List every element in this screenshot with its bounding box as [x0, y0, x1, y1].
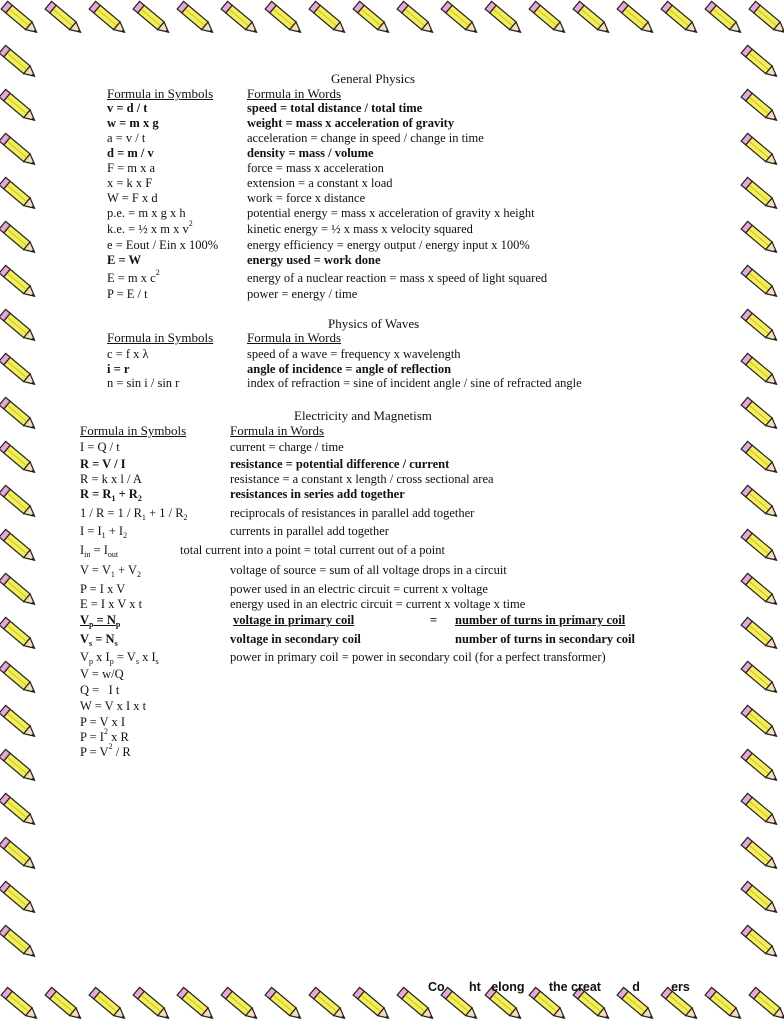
copyright-footer: Co ht elong the creat d ers: [428, 980, 690, 994]
formula-symbol: w = m x g: [107, 116, 159, 130]
section-title-waves: Physics of Waves: [328, 316, 420, 331]
header-formula-words: Formula in Words: [230, 423, 325, 438]
formula-words: power in primary coil = power in secondary coil (for a perfect transformer): [230, 650, 606, 664]
formula-symbol: $V_p$ x $I_p = V_s$ x $I_s$: [80, 650, 159, 666]
formula-words: force = mass x acceleration: [247, 161, 384, 175]
formula-symbol: R = V / I: [80, 457, 126, 471]
formula-symbol: W = V x I x t: [80, 699, 147, 713]
section-title-general-physics: General Physics: [331, 71, 416, 86]
formula-symbol: p.e. = m x g x h: [107, 206, 186, 220]
header-formula-words: Formula in Words: [247, 86, 342, 101]
formula-symbol: $1 / R = 1 / R_1 + 1 / R_2$: [80, 506, 188, 522]
formula-words: power = energy / time: [247, 287, 358, 301]
formula-words: potential energy = mass x acceleration of gravity x height: [247, 206, 535, 220]
formula-words: kinetic energy = ½ x mass x velocity squared: [247, 222, 473, 236]
formula-symbol: E = W: [107, 253, 141, 267]
formula-words: currents in parallel add together: [230, 524, 389, 538]
formula-words: voltage of source = sum of all voltage drops in a circuit: [230, 563, 507, 577]
formula-symbol: d = m / v: [107, 146, 154, 160]
formula-symbol: x = k x F: [107, 176, 153, 190]
formula-symbol: i = r: [107, 362, 130, 376]
section-title-electricity: Electricity and Magnetism: [294, 408, 432, 423]
formula-words: energy used in an electric circuit = current x voltage x time: [230, 597, 526, 611]
formula-symbol: $I = I_1 + I_2$: [80, 524, 128, 540]
formula-words: resistance = a constant x length / cross sectional area: [230, 472, 494, 486]
formula-symbol: $P = V^2 / R$: [80, 742, 131, 759]
superscript: 2: [155, 268, 160, 277]
formula-words: speed = total distance / total time: [247, 101, 423, 115]
formula-symbol: E = I x V x t: [80, 597, 143, 611]
formula-symbol: $P = I^2$ x R: [80, 727, 129, 744]
header-formula-symbols: Formula in Symbols: [107, 86, 214, 101]
formula-words: extension = a constant x load: [247, 176, 393, 190]
formula-words: angle of incidence = angle of reflection: [247, 362, 452, 376]
formula-symbol: I = Q / t: [80, 440, 120, 454]
formula-symbol: P = I x V: [80, 582, 126, 596]
header-formula-words: Formula in Words: [247, 330, 342, 345]
formula-words: total current into a point = total current out of a point: [180, 543, 445, 557]
formula-symbol: $R = R_1 + R_2$: [80, 487, 142, 503]
formula-words: reciprocals of resistances in parallel add together: [230, 506, 475, 520]
formula-symbol: V = w/Q: [80, 667, 124, 681]
formula-symbol: c = f x λ: [107, 347, 149, 361]
formula-symbol: E = m x $c^2$: [107, 268, 160, 285]
formula-words: resistances in series add together: [230, 487, 405, 501]
formula-symbol: a = v / t: [107, 131, 146, 145]
formula-symbol: n = sin i / sin r: [107, 376, 180, 390]
formula-words: acceleration = change in speed / change in time: [247, 131, 484, 145]
formula-symbol: $V = V_1 + V_2$: [80, 563, 142, 579]
formula-words: energy efficiency = energy output / energy input x 100%: [247, 238, 530, 252]
formula-words: power used in an electric circuit = current x voltage: [230, 582, 488, 596]
formula-symbol: v = d / t: [107, 101, 148, 115]
formula-words: work = force x distance: [247, 191, 366, 205]
formula-symbol: W = F x d: [107, 191, 158, 205]
formula-symbol: Q = I t: [80, 683, 120, 697]
header-formula-symbols: Formula in Symbols: [80, 423, 187, 438]
formula-words-ratio-right: number of turns in secondary coil: [455, 632, 635, 646]
formula-words: current = charge / time: [230, 440, 344, 454]
superscript: 2: [188, 219, 193, 228]
formula-symbol: P = V x I: [80, 715, 126, 729]
formula-symbol: $V_p = N_p$: [80, 613, 121, 629]
formula-symbol: P = E / t: [107, 287, 148, 301]
formula-symbol: F = m x a: [107, 161, 156, 175]
formula-symbol: $I_{in} = I_{out}$: [80, 543, 119, 559]
formula-symbol: R = k x l / A: [80, 472, 142, 486]
header-formula-symbols: Formula in Symbols: [107, 330, 214, 345]
ratio-equals: =: [430, 613, 438, 627]
formula-words: density = mass / volume: [247, 146, 374, 160]
formula-words-ratio-left: voltage in primary coil: [233, 613, 355, 627]
formula-words: energy used = work done: [247, 253, 381, 267]
formula-symbol: e = Eout / Ein x 100%: [107, 238, 219, 252]
formula-words: energy of a nuclear reaction = mass x speed of light squared: [247, 271, 548, 285]
formula-symbol: k.e. = ½ x m x $v^2$: [107, 219, 193, 236]
formula-words: weight = mass x acceleration of gravity: [247, 116, 455, 130]
formula-words: speed of a wave = frequency x wavelength: [247, 347, 461, 361]
formula-words-ratio-right: number of turns in primary coil: [455, 613, 626, 627]
formula-words: resistance = potential difference / current: [230, 457, 450, 471]
formula-words: index of refraction = sine of incident angle / sine of refracted angle: [247, 376, 582, 390]
formula-symbol: $V_s = N_s$: [80, 632, 118, 648]
formula-words-ratio-left: voltage in secondary coil: [230, 632, 361, 646]
